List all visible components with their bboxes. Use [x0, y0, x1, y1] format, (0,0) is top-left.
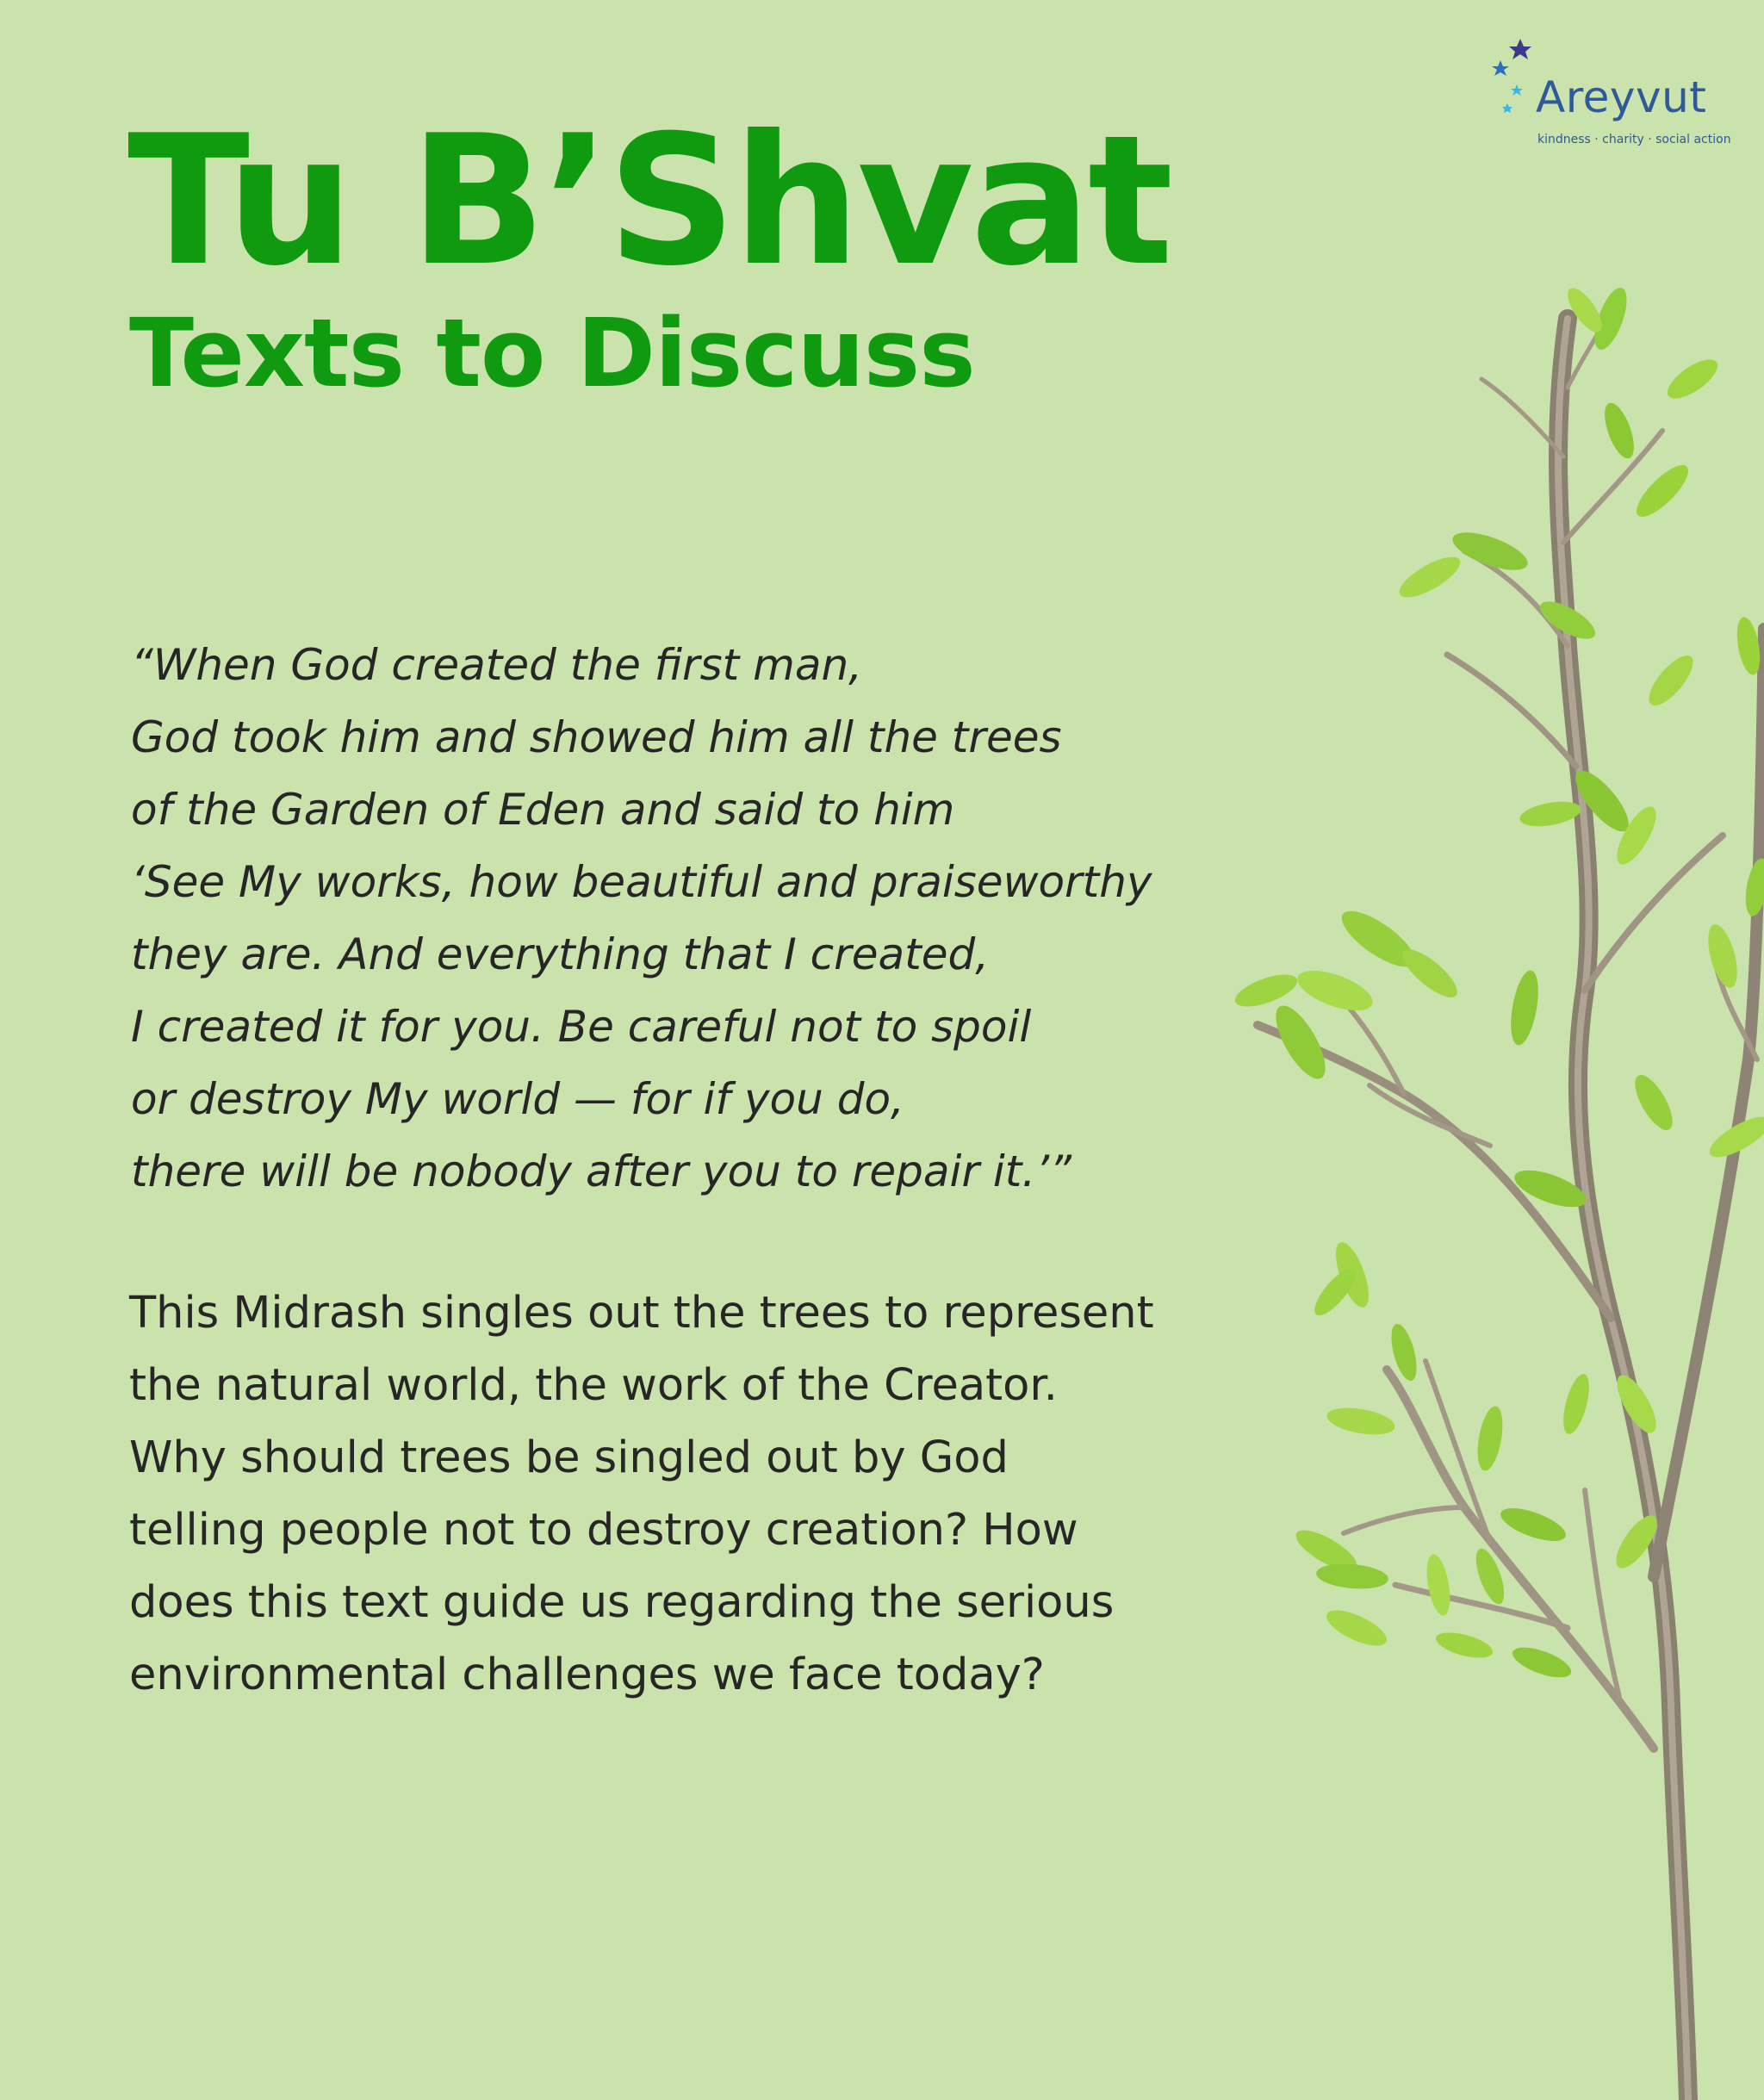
quote-line: God took him and showed him all the trees	[131, 712, 1062, 762]
quote-line: ‘See My works, how beautiful and praiseworthy	[131, 857, 1152, 907]
midrash-quote	[131, 629, 1233, 1208]
quote-line: there will be nobody after you to repair it.’”	[131, 1146, 1072, 1196]
quote-line: they are. And everything that I created,	[131, 929, 990, 979]
discussion-text	[129, 1277, 1232, 1712]
logo-tagline: kindness · charity · social action	[1537, 133, 1731, 146]
quote-line: of the Garden of Eden and said to him	[131, 785, 955, 835]
discussion-line: environmental challenges we face today?	[129, 1650, 1045, 1700]
discussion-line: This Midrash singles out the trees to represent	[129, 1288, 1154, 1339]
discussion-line: the natural world, the work of the Creator.	[129, 1360, 1058, 1411]
tree-illustration	[1206, 284, 1764, 2100]
logo-name: Areyvut	[1536, 72, 1707, 122]
discussion-line: Why should trees be singled out by God	[129, 1432, 1009, 1483]
star-dark	[1509, 39, 1531, 59]
tree-branches	[1258, 310, 1764, 2100]
page-subtitle: Texts to Discuss	[129, 298, 975, 408]
quote-line: “When God created the first man,	[131, 640, 863, 690]
star-light-1	[1511, 84, 1523, 96]
page-title: Tu B’Shvat	[127, 97, 1171, 306]
quote-line: or destroy My world — for if you do,	[131, 1074, 904, 1124]
areyvut-logo	[1486, 34, 1731, 155]
quote-line: I created it for you. Be careful not to spoil	[131, 1002, 1032, 1052]
discussion-line: telling people not to destroy creation? How	[129, 1505, 1078, 1556]
tree-leaves	[1232, 284, 1764, 1684]
star-light-2	[1502, 103, 1512, 113]
discussion-line: does this text guide us regarding the serious	[129, 1577, 1115, 1628]
star-blue	[1492, 60, 1509, 76]
